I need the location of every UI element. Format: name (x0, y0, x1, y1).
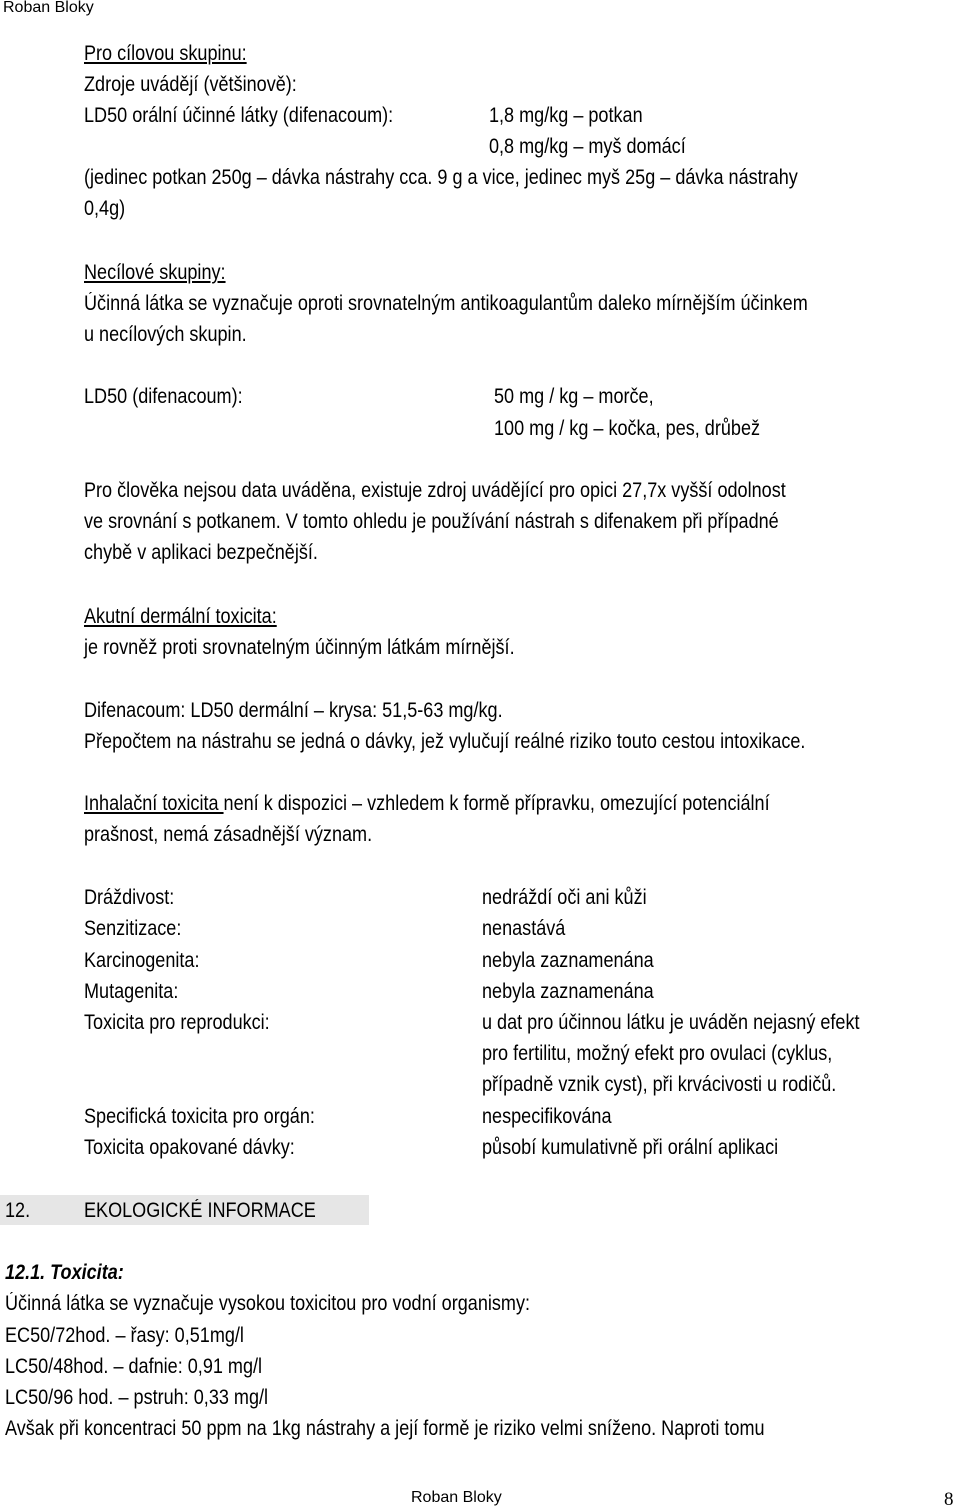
property-value: nedráždí oči ani kůži (482, 886, 647, 909)
section-12-number: 12. (5, 1199, 31, 1222)
property-value: nebyla zaznamenána (482, 980, 654, 1003)
property-value-continued: případně vznik cyst), při krvácivosti u rodičů. (482, 1073, 837, 1096)
inhalation-line-2: prašnost, nemá zásadnější význam. (84, 823, 373, 846)
footer-author: Roban Bloky (411, 1489, 502, 1506)
ld50-oral-label: LD50 orální účinné látky (difenacoum): (84, 104, 394, 127)
inhalation-line-1-rest: není k dispozici – vzhledem k formě přípravku, omezující potenciální (223, 792, 770, 815)
target-group-heading: Pro cílovou skupinu: (84, 42, 247, 65)
property-label: Karcinogenita: (84, 949, 200, 972)
property-label: Senzitizace: (84, 917, 182, 940)
bait-dose-line-2: 0,4g) (84, 197, 126, 220)
ec50-line: EC50/72hod. – řasy: 0,51mg/l (5, 1324, 244, 1347)
page-number: 8 (944, 1489, 954, 1510)
dermal-value-line: Difenacoum: LD50 dermální – krysa: 51,5-63 mg/kg. (84, 699, 503, 722)
inhalation-heading: Inhalační toxicita (84, 792, 224, 815)
property-value-continued: pro fertilitu, možný efekt pro ovulaci (cyklus, (482, 1042, 833, 1065)
property-value: nenastává (482, 917, 566, 940)
property-value: působí kumulativně při orální aplikaci (482, 1136, 779, 1159)
non-target-line-1: Účinná látka se vyznačuje oproti srovnatelným antikoagulantům daleko mírnějším účinkem (84, 292, 808, 315)
bait-dose-line-1: (jedinec potkan 250g – dávka nástrahy cca. 9 g a vice, jedinec myš 25g – dávka nástrahy (84, 166, 798, 189)
property-value: nebyla zaznamenána (482, 949, 654, 972)
toxicity-line-1: Účinná látka se vyznačuje vysokou toxicitou pro vodní organismy: (5, 1292, 531, 1315)
human-data-line-1: Pro člověka nejsou data uváděna, existuje zdroj uvádějící pro opici 27,7x vyšší odolnost (84, 479, 786, 502)
ld50-mouse-value: 0,8 mg/kg – myš domácí (489, 135, 686, 158)
ld50-guinea-pig-value: 50 mg / kg – morče, (494, 385, 654, 408)
inhalation-line-1 (84, 793, 770, 814)
toxicity-heading: 12.1. Toxicita: (5, 1261, 124, 1284)
human-data-line-2: ve srovnání s potkanem. V tomto ohledu je používání nástrah s difenakem při případné (84, 510, 779, 533)
lc50-daphnia-line: LC50/48hod. – dafnie: 0,91 mg/l (5, 1355, 263, 1378)
property-label: Toxicita pro reprodukci: (84, 1011, 270, 1034)
section-12-title: EKOLOGICKÉ INFORMACE (84, 1199, 316, 1222)
property-label: Mutagenita: (84, 980, 179, 1003)
property-value: u dat pro účinnou látku je uváděn nejasný efekt (482, 1011, 860, 1034)
dermal-line-1: je rovněž proti srovnatelným účinným látkám mírnější. (84, 636, 515, 659)
toxicity-last-line: Avšak při koncentraci 50 ppm na 1kg nástrahy a její formě je riziko velmi sníženo. Naproti tomu (5, 1417, 765, 1440)
dermal-conversion-line: Přepočtem na nástrahu se jedná o dávky, jež vylučují reálné riziko touto cestou intoxikace. (84, 730, 806, 753)
ld50-others-value: 100 mg / kg – kočka, pes, drůbež (494, 417, 761, 440)
non-target-line-2: u necílových skupin. (84, 323, 247, 346)
non-target-heading: Necílové skupiny: (84, 261, 226, 284)
property-value: nespecifikována (482, 1105, 612, 1128)
sources-line: Zdroje uvádějí (většinově): (84, 73, 297, 96)
property-label: Dráždivost: (84, 886, 175, 909)
property-label: Specifická toxicita pro orgán: (84, 1105, 315, 1128)
dermal-heading: Akutní dermální toxicita: (84, 605, 277, 628)
ld50-rat-value: 1,8 mg/kg – potkan (489, 104, 643, 127)
human-data-line-3: chybě v aplikaci bezpečnější. (84, 541, 318, 564)
page-header-author: Roban Bloky (3, 0, 94, 16)
lc50-trout-line: LC50/96 hod. – pstruh: 0,33 mg/l (5, 1386, 269, 1409)
ld50-difenacoum-label: LD50 (difenacoum): (84, 385, 243, 408)
property-label: Toxicita opakované dávky: (84, 1136, 295, 1159)
